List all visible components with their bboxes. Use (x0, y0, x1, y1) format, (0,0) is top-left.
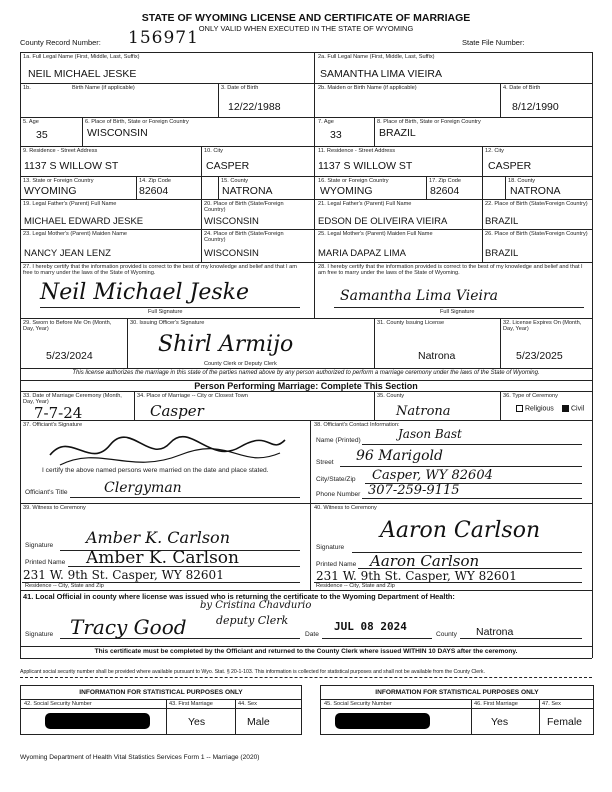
ssn-note: Applicant social security number shall be provided where available pursuant to Wyo. Stat. § 20-1-103. This information is collected for statistical purposes and shall not be available from the County Clerk. (20, 669, 485, 675)
witness2-name[interactable]: Aaron Carlson (370, 552, 480, 570)
party2-city[interactable]: CASPER (488, 160, 532, 172)
field-14-label: 14. Zip Code (139, 178, 172, 184)
religious-option[interactable] (516, 405, 554, 412)
birth-name-label: Birth Name (if applicable) (72, 85, 135, 91)
field-4-label: 4. Date of Birth (503, 85, 541, 91)
party2-mother-birth[interactable]: BRAZIL (485, 248, 519, 259)
field-28-text: 28. I hereby certify that the information provided is correct to the best of my knowledge and belief and that I am free to marry under the laws of the State of Wyoming. (318, 264, 583, 277)
field-42-label: 42. Social Security Number (24, 701, 92, 707)
party1-ssn-redacted (45, 713, 150, 729)
party1-father[interactable]: MICHAEL EDWARD JESKE (24, 216, 144, 227)
ceremony-place[interactable]: Casper (150, 402, 204, 420)
stats-header-party1: INFORMATION FOR STATISTICAL PURPOSES ONLY (79, 689, 243, 696)
field-15-label: 15. County (221, 178, 249, 184)
religious-checkbox[interactable] (516, 405, 523, 412)
form-subtitle: ONLY VALID WHEN EXECUTED IN THE STATE OF WYOMING (198, 24, 414, 33)
civil-checkbox[interactable] (562, 405, 569, 412)
party1-county[interactable]: NATRONA (222, 185, 273, 197)
ceremony-date[interactable]: 7-7-24 (34, 404, 83, 422)
stats-box-party1 (20, 685, 302, 735)
license-notice: This license authorizes the marriage in this state of the parties named above by any person authorized to perform a marriage ceremony under the laws of the State of Wyoming. (72, 370, 540, 376)
party2-first-marriage[interactable]: Yes (491, 716, 509, 728)
field-22-label: 22. Place of Birth (State/Foreign Country) (485, 201, 588, 207)
witness2-printed-label: Printed Name (316, 561, 357, 568)
party2-father[interactable]: EDSON DE OLIVEIRA VIEIRA (318, 216, 448, 227)
stats-box-party2 (320, 685, 594, 735)
field-24-label: 24. Place of Birth (State/Foreign Country) (204, 231, 284, 244)
county-record-number: 156971 (128, 28, 199, 48)
party1-signature[interactable]: Neil Michael Jeske (40, 280, 250, 305)
witness1-residence-label: Residence -- City, State and Zip (25, 583, 104, 589)
witness1-printed-label: Printed Name (25, 559, 66, 566)
officer-title: County Clerk or Deputy Clerk (204, 361, 277, 367)
party2-sex[interactable]: Female (547, 716, 583, 728)
ceremony-county[interactable]: Natrona (396, 404, 451, 419)
witness2-residence[interactable]: 231 W. 9th St. Casper, WY 82601 (316, 569, 517, 583)
field-43-label: 43. First Marriage (169, 701, 213, 707)
party1-signature-label: Full Signature (148, 309, 183, 315)
field-41-label: 41. Local Official in county where license was issued who is returning the certificate to the Wyoming Department of Health: (23, 592, 455, 601)
local-official-date-label: Date (305, 631, 319, 638)
witness2-signature-label: Signature (316, 544, 345, 551)
witness1-name[interactable]: Amber K. Carlson (86, 548, 239, 568)
field-8-label: 8. Place of Birth, State or Foreign Country (377, 119, 481, 125)
officiant-csz[interactable]: Casper, WY 82604 (372, 468, 493, 483)
officiant-certify: I certify the above named persons were married on the date and place stated. (42, 467, 269, 474)
name-printed-label: Name (Printed) (316, 437, 361, 444)
local-official-county[interactable]: Natrona (476, 626, 514, 638)
party1-first-marriage[interactable]: Yes (188, 716, 206, 728)
officiant-street[interactable]: 96 Marigold (356, 448, 443, 464)
field-46-label: 46. First Marriage (474, 701, 518, 707)
party1-full-name[interactable]: NEIL MICHAEL JESKE (28, 68, 137, 80)
party2-zip[interactable]: 82604 (430, 185, 460, 197)
party1-street[interactable]: 1137 S WILLOW ST (24, 160, 119, 172)
field-2a-label: 2a. Full Legal Name (First, Middle, Last, Suffix) (318, 54, 435, 60)
officiant-title[interactable]: Clergyman (104, 480, 182, 496)
civil-option[interactable] (562, 405, 584, 412)
party2-county[interactable]: NATRONA (510, 185, 561, 197)
field-44-label: 44. Sex (238, 701, 257, 707)
field-7-label: 7. Age (318, 119, 334, 125)
witness1-residence[interactable]: 231 W. 9th St. Casper, WY 82601 (23, 568, 224, 582)
field-20-label: 20. Place of Birth (State/Foreign Country) (204, 201, 284, 214)
officiant-phone[interactable]: 307-259-9115 (368, 483, 460, 498)
phone-label: Phone Number (316, 491, 361, 498)
civil-label: Civil (571, 405, 585, 413)
field-2b-label: 2b. Maiden or Birth Name (if applicable) (318, 85, 417, 91)
field-19-label: 19. Legal Father's (Parent) Full Name (23, 201, 117, 207)
field-38-label: 38. Officiant's Contact Information: (314, 422, 400, 428)
field-32-label: 32. License Expires On (Month, Day, Year) (503, 320, 582, 333)
sworn-date[interactable]: 5/23/2024 (46, 350, 93, 362)
officiant-title-label: Officiant's Title (25, 489, 68, 496)
field-11-label: 11. Residence - Street Address (318, 148, 396, 154)
party2-dob[interactable]: 8/12/1990 (512, 101, 559, 113)
party2-signature-label: Full Signature (440, 309, 475, 315)
csz-label: City/State/Zip (316, 476, 356, 483)
stats-header-party2: INFORMATION FOR STATISTICAL PURPOSES ONLY (375, 689, 539, 696)
form-title: STATE OF WYOMING LICENSE AND CERTIFICATE OF MARRIAGE (141, 12, 471, 24)
field-21-label: 21. Legal Father's (Parent) Full Name (318, 201, 412, 207)
field-29-label: 29. Sworn to Before Me On (Month, Day, Year) (23, 320, 112, 333)
completion-note: This certificate must be completed by the Officiant and returned to the County Clerk where issued WITHIN 10 DAYS after the ceremony. (94, 648, 518, 655)
field-39-label: 39. Witness to Ceremony (23, 505, 86, 511)
party1-birthplace[interactable]: WISCONSIN (87, 127, 148, 139)
party1-mother[interactable]: NANCY JEAN LENZ (24, 248, 111, 259)
field-9-label: 9. Residence - Street Address (23, 148, 98, 154)
county-record-label: County Record Number: (20, 38, 101, 47)
field-5-label: 5. Age (23, 119, 39, 125)
party2-birthplace[interactable]: BRAZIL (379, 127, 416, 139)
field-30-label: 30. Issuing Officer's Signature (130, 320, 205, 326)
religious-label: Religious (525, 405, 554, 413)
field-6-label: 6. Place of Birth, State or Foreign Country (85, 119, 189, 125)
field-26-label: 26. Place of Birth (State/Foreign Country) (485, 231, 588, 237)
party1-mother-birth[interactable]: WISCONSIN (204, 248, 259, 259)
field-13-label: 13. State or Foreign Country (23, 178, 94, 184)
party1-dob[interactable]: 12/22/1988 (228, 101, 281, 113)
officer-signature[interactable]: Shirl Armijo (158, 332, 294, 357)
party1-state[interactable]: WYOMING (24, 185, 77, 197)
field-45-label: 45. Social Security Number (324, 701, 392, 707)
local-official-deputy: deputy Clerk (216, 614, 289, 627)
officiant-name[interactable]: Jason Bast (398, 427, 462, 441)
party2-mother[interactable]: MARIA DAPAZ LIMA (318, 248, 406, 259)
party2-full-name[interactable]: SAMANTHA LIMA VIEIRA (320, 68, 442, 80)
field-1a-label: 1a. Full Legal Name (First, Middle, Last, Suffix) (23, 54, 140, 60)
field-31-label: 31. County Issuing License (377, 320, 445, 326)
field-36-label: 36. Type of Ceremony (503, 393, 558, 399)
field-1b-label: 1b. (23, 85, 31, 91)
witness2-residence-label: Residence -- City, State and Zip (316, 583, 395, 589)
party1-zip[interactable]: 82604 (139, 185, 169, 197)
county-issuing[interactable]: Natrona (418, 350, 456, 362)
witness1-signature[interactable]: Amber K. Carlson (86, 528, 230, 547)
local-official-by-line: by Cristina Chavdurio (200, 600, 312, 611)
party1-father-birth[interactable]: WISCONSIN (204, 216, 259, 227)
field-10-label: 10. City (204, 148, 223, 154)
local-official-date[interactable]: JUL 08 2024 (334, 620, 407, 633)
party2-ssn-redacted (335, 713, 430, 729)
party1-age[interactable]: 35 (36, 129, 48, 141)
field-47-label: 47. Sex (542, 701, 561, 707)
field-37-label: 37. Officiant's Signature (23, 422, 83, 428)
witness2-signature[interactable]: Aaron Carlson (380, 518, 541, 543)
field-33-label: 33. Date of Marriage Ceremony (Month, Day, Year) (23, 393, 122, 406)
party2-age[interactable]: 33 (330, 129, 342, 141)
form-footer: Wyoming Department of Health Vital Statistics Services Form 1 -- Marriage (2020) (20, 754, 260, 761)
party2-state[interactable]: WYOMING (320, 185, 373, 197)
field-27-text: 27. I hereby certify that the information provided is correct to the best of my knowledge and belief and that I am free to marry under the laws of the State of Wyoming. (23, 264, 297, 277)
field-35-label: 35. County (377, 393, 405, 399)
field-34-label: 34. Place of Marriage -- City or Closest Town (137, 393, 248, 399)
local-official-signature-label: Signature (25, 631, 54, 638)
field-23-label: 23. Legal Mother's (Parent) Maiden Name (23, 231, 127, 237)
party2-signature[interactable]: Samantha Lima Vieira (340, 288, 499, 304)
field-12-label: 12. City (485, 148, 504, 154)
license-expires[interactable]: 5/23/2025 (516, 350, 563, 362)
party2-father-birth[interactable]: BRAZIL (485, 216, 519, 227)
local-official-signature[interactable]: Tracy Good (70, 615, 187, 639)
state-file-label: State File Number: (462, 38, 525, 47)
field-3-label: 3. Date of Birth (221, 85, 259, 91)
party1-sex[interactable]: Male (247, 716, 270, 728)
ceremony-section-title: Person Performing Marriage: Complete This Section (194, 381, 418, 391)
witness1-signature-label: Signature (25, 542, 54, 549)
field-17-label: 17. Zip Code (429, 178, 462, 184)
party2-street[interactable]: 1137 S WILLOW ST (318, 160, 413, 172)
field-18-label: 18. County (508, 178, 536, 184)
field-16-label: 16. State or Foreign Country (318, 178, 389, 184)
street-label: Street (316, 459, 334, 466)
field-40-label: 40. Witness to Ceremony (314, 505, 377, 511)
local-official-county-label: County (436, 631, 457, 638)
field-25-label: 25. Legal Mother's (Parent) Maiden Full Name (318, 231, 433, 237)
party1-city[interactable]: CASPER (206, 160, 250, 172)
